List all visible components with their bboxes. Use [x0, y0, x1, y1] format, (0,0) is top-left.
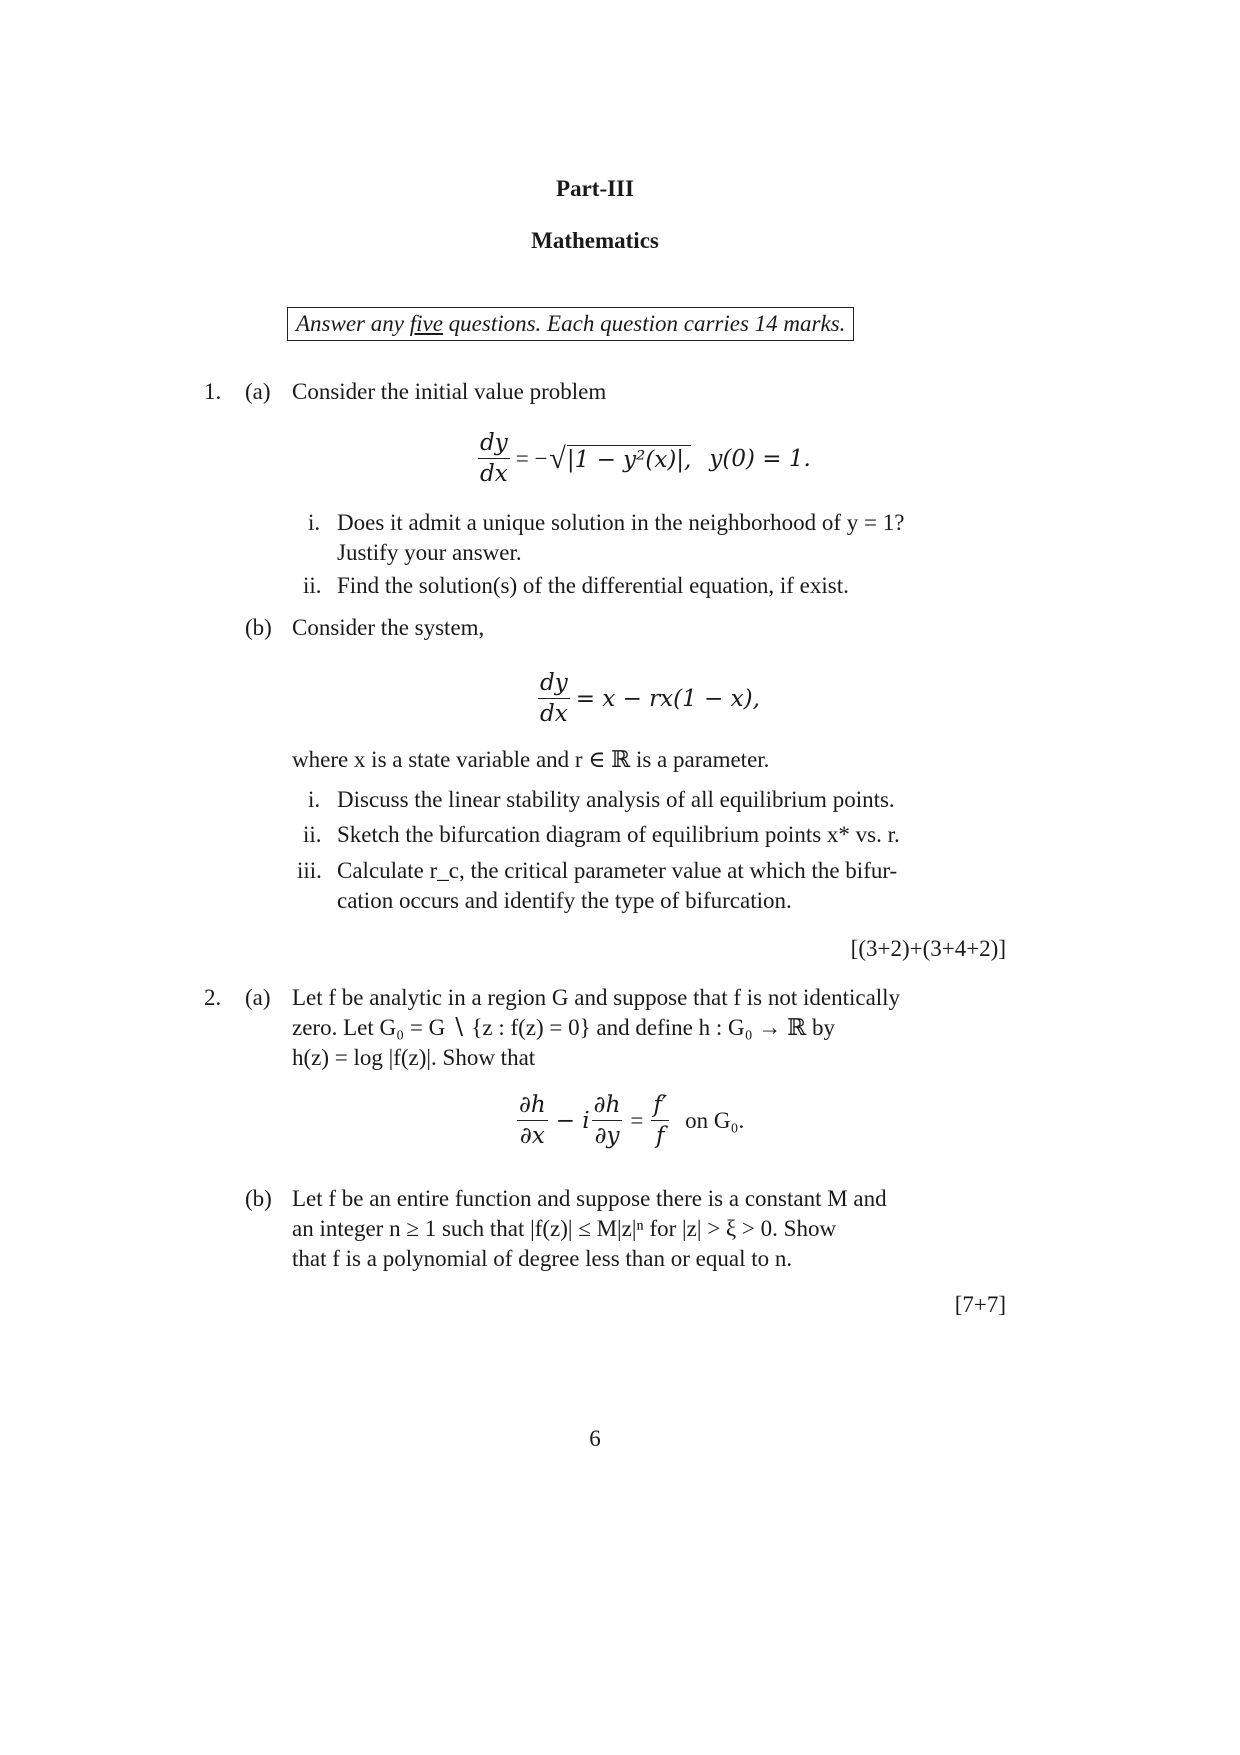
q2b-label: (b)	[245, 1186, 272, 1211]
q2a-frac1	[517, 1090, 548, 1151]
q1a-intro: Consider the initial value problem	[292, 379, 607, 404]
q2a-label: (a)	[245, 985, 271, 1010]
q1a-item-ii-line1: Find the solution(s) of the differential equation, if exist.	[337, 573, 849, 598]
q1a-initial: y(0) = 1.	[709, 445, 811, 472]
q1b-frac-num: dy	[538, 668, 570, 699]
q1b-item-i-line1: Discuss the linear stability analysis of all equilibrium points.	[337, 787, 895, 812]
q1-number: 1.	[204, 379, 222, 404]
q2b-line2: an integer n ≥ 1 such that |f(z)| ≤ M|z|ⁿ for |z| > ξ > 0. Show	[292, 1216, 837, 1241]
q1a-item-i-line2: Justify your answer.	[337, 540, 522, 565]
q1a-label: (a)	[245, 379, 271, 404]
instructions-emphasis: five	[409, 311, 443, 336]
q2a-line2: zero. Let G₀ = G ∖ {z : f(z) = 0} and define h : G₀ → ℝ by	[292, 1015, 835, 1040]
q2a-frac1-den: ∂x	[519, 1123, 545, 1149]
q2a-line1: Let f be analytic in a region G and suppose that f is not identically	[292, 985, 901, 1010]
q2a-tail: on G₀.	[685, 1107, 745, 1133]
q1b-item-iii-line2: cation occurs and identify the type of bifurcation.	[337, 888, 792, 913]
q1b-label: (b)	[245, 615, 272, 640]
instructions-box	[287, 307, 854, 341]
q1a-frac-den: dx	[480, 461, 508, 487]
q1-marks: [(3+2)+(3+4+2)]	[850, 936, 1006, 961]
q2a-minus-i: − i	[555, 1107, 590, 1134]
q1b-item-iii-line1: Calculate r_c, the critical parameter value at which the bifur-	[337, 858, 898, 883]
q1a-frac-num: dy	[478, 428, 510, 459]
q2a-equals: =	[630, 1107, 644, 1133]
q1a-equation	[478, 428, 811, 489]
q1b-rhs: = x − rx(1 − x),	[575, 685, 760, 712]
part-heading: Part-III	[556, 176, 634, 201]
q1a-radicand: |1 − y²(x)|,	[566, 446, 692, 473]
q2a-frac2-num: ∂h	[592, 1090, 623, 1121]
q2-number: 2.	[204, 985, 222, 1010]
q1b-frac-den: dx	[540, 701, 568, 727]
q2a-frac3	[651, 1090, 669, 1151]
q2a-frac2	[592, 1090, 623, 1151]
q2-marks: [7+7]	[954, 1292, 1006, 1317]
q1a-item-i-line1: Does it admit a unique solution in the neighborhood of y = 1?	[337, 510, 905, 535]
q1b-item-ii-label: ii.	[303, 822, 322, 847]
q2b-line1: Let f be an entire function and suppose there is a constant M and	[292, 1186, 887, 1211]
q2a-line3: h(z) = log |f(z)|. Show that	[292, 1045, 536, 1070]
q1b-item-ii-line1: Sketch the bifurcation diagram of equilibrium points x* vs. r.	[337, 822, 900, 847]
q1a-rhs-minus: = −	[515, 445, 548, 471]
q1a-item-i-label: i.	[308, 510, 321, 535]
q1b-intro: Consider the system,	[292, 615, 485, 640]
q1b-equation	[538, 668, 760, 729]
q2a-frac2-den: ∂y	[594, 1123, 620, 1149]
q2b-line3: that f is a polynomial of degree less than or equal to n.	[292, 1246, 793, 1271]
sqrt-icon: √	[549, 441, 566, 475]
instructions-post: questions. Each question carries 14 marks.	[442, 311, 846, 336]
q2a-frac1-num: ∂h	[517, 1090, 548, 1121]
instructions-pre: Answer any	[296, 311, 410, 336]
q2a-frac3-num: f′	[651, 1090, 669, 1121]
q1b-fraction	[538, 668, 570, 729]
q1a-item-ii-label: ii.	[303, 573, 322, 598]
q1b-where: where x is a state variable and r ∈ ℝ is a parameter.	[292, 747, 770, 772]
subject-heading: Mathematics	[531, 228, 659, 253]
q1b-item-iii-label: iii.	[297, 858, 322, 883]
q1b-item-i-label: i.	[308, 787, 321, 812]
q1a-fraction	[478, 428, 510, 489]
q2a-equation	[517, 1090, 744, 1151]
page-number: 6	[589, 1426, 601, 1451]
q2a-frac3-den: f	[655, 1123, 665, 1149]
